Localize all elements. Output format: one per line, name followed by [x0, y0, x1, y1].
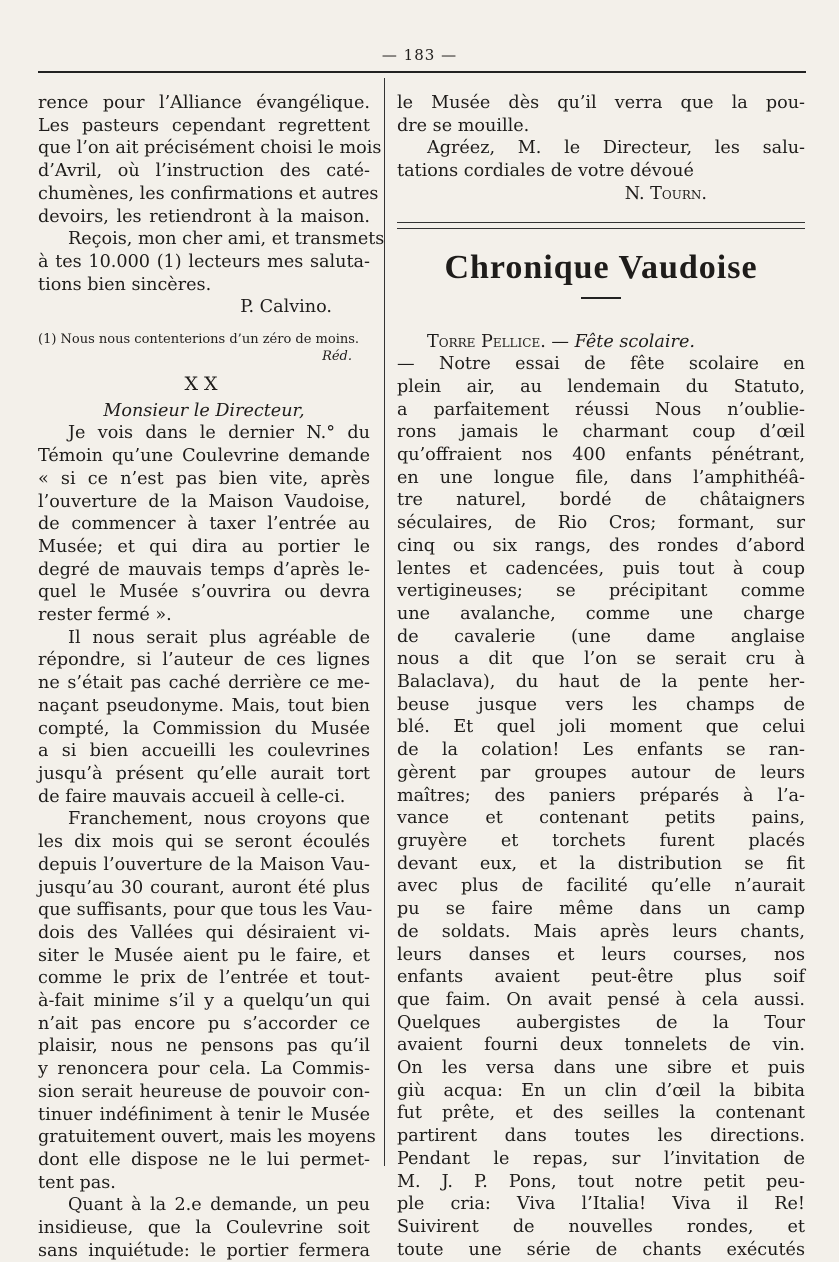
- text-line: que l’on ait précisément choisi le mois: [38, 138, 382, 159]
- text-line: Quelques aubergistes de la Tour: [397, 1012, 805, 1033]
- section-heading: Chronique Vaudoise: [444, 248, 758, 286]
- text-line: sion serait heureuse de pouvoir con-: [38, 1081, 370, 1102]
- text-line: lentes et cadencées, puis tout à coup: [397, 558, 805, 579]
- text-line: beuse jusque vers les champs de: [397, 694, 805, 715]
- left-column: [38, 92, 385, 1262]
- text-line: leurs danses et leurs courses, nos: [397, 944, 805, 965]
- salutation: Monsieur le Directeur,: [103, 400, 305, 421]
- text-line: séculaires, de Rio Cros; formant, sur: [397, 513, 805, 534]
- text-line: Balaclava), du haut de la pente her-: [397, 672, 805, 693]
- text-line: chumènes, les confirmations et autres: [38, 183, 379, 204]
- text-line: gèrent par groupes autour de leurs: [397, 762, 805, 783]
- page-number: — 183 —: [381, 46, 458, 64]
- text-line: Franchement, nous croyons que: [68, 809, 370, 830]
- text-line: siter le Musée aient pu le faire, et: [38, 945, 370, 966]
- text-line: giù acqua: En un clin d’œil la bibita: [397, 1080, 805, 1101]
- text-line: vance et contenant petits pains,: [397, 808, 805, 829]
- dateline-place: Torre Pellice.: [427, 331, 546, 352]
- text-line: que faim. On avait pensé à cela aussi.: [397, 989, 805, 1010]
- text-line: dont elle dispose ne le lui permet-: [38, 1149, 370, 1170]
- text-line: rons jamais le charmant coup d’œil: [397, 422, 805, 443]
- text-line: rester fermé ».: [38, 605, 172, 626]
- section-double-rule: [397, 222, 805, 229]
- text-line: degré de mauvais temps d’après le-: [38, 559, 370, 580]
- text-line: partirent dans toutes les directions.: [397, 1126, 805, 1147]
- text-line: de faire mauvais accueil à celle-ci.: [38, 786, 346, 807]
- text-line: Suivirent de nouvelles rondes, et: [397, 1216, 805, 1237]
- text-line: tations cordiales de votre dévoué: [397, 161, 694, 182]
- dateline-title: — Fête scolaire.: [545, 331, 695, 352]
- text-line: qu’offraient nos 400 enfants pénétrant,: [397, 445, 805, 466]
- right-column: [397, 92, 805, 1261]
- text-line: jusqu’à présent qu’elle aurait tort: [38, 763, 370, 784]
- text-line: devoirs, les retiendront à la maison.: [38, 206, 370, 227]
- dateline: [397, 331, 805, 354]
- text-line: quel le Musée s’ouvrira ou devra: [38, 582, 370, 603]
- text-line: Il nous serait plus agréable de: [68, 627, 370, 648]
- signature-tourn: N. Tourn.: [624, 183, 707, 204]
- text-line: blé. Et quel joli moment que celui: [397, 717, 805, 738]
- text-line: n’ait pas encore pu s’accorder ce: [38, 1013, 370, 1034]
- footnote: (1) Nous nous contenterions d’un zéro de moins.: [38, 332, 360, 348]
- text-line: rence pour l’Alliance évangélique.: [38, 93, 370, 113]
- text-line: à tes 10.000 (1) lecteurs mes saluta-: [38, 251, 370, 272]
- text-line: nous a dit que l’on se serait cru à: [397, 649, 805, 670]
- text-line: d’Avril, où l’instruction des caté-: [38, 161, 370, 182]
- text-line: insidieuse, que la Coulevrine soit: [38, 1218, 370, 1239]
- signature-calvino: P. Calvino.: [240, 297, 332, 318]
- text-line: tions bien sincères.: [38, 274, 212, 295]
- text-line: de cavalerie (une dame anglaise: [397, 626, 805, 647]
- text-line: dois des Vallées qui désiraient vi-: [38, 922, 370, 943]
- text-line: en une longue file, dans l’amphithéâ-: [397, 467, 805, 488]
- text-line: « si ce n’est pas bien vite, après: [38, 468, 370, 489]
- text-line: tre naturel, bordé de châtaigners: [397, 490, 805, 511]
- text-line: maîtres; des paniers préparés à l’a-: [397, 785, 805, 806]
- text-line: M. J. P. Pons, tout notre petit peu-: [397, 1171, 805, 1192]
- text-line: Je vois dans le dernier N.° du: [68, 423, 370, 444]
- text-line: plaisir, nous ne pensons pas qu’il: [38, 1036, 370, 1057]
- text-line: Pendant le repas, sur l’invitation de: [397, 1148, 805, 1169]
- text-line: Témoin qu’une Coulevrine demande: [38, 446, 370, 467]
- heading-rule: [581, 297, 621, 299]
- text-line: fut prête, et des seilles la contenant: [397, 1103, 805, 1124]
- text-line: a si bien accueilli les coulevrines: [38, 741, 370, 762]
- text-line: tinuer indéfiniment à tenir le Musée: [38, 1104, 370, 1125]
- text-line: dre se mouille.: [397, 115, 530, 136]
- text-line: avaient fourni deux tonnelets de vin.: [397, 1035, 805, 1056]
- text-line: Reçois, mon cher ami, et transmets: [68, 229, 385, 250]
- text-line: une avalanche, comme une charge: [397, 603, 805, 624]
- text-line: de soldats. Mais après leurs chants,: [397, 921, 805, 942]
- text-line: compté, la Commission du Musée: [38, 718, 370, 739]
- text-line: enfants avaient peut-être plus soif: [397, 967, 805, 988]
- text-line: avec plus de facilité qu’elle n’aurait: [397, 876, 805, 897]
- text-line: que suffisants, pour que tous les Vau-: [38, 900, 373, 921]
- text-line: le Musée dès qu’il verra que la pou-: [397, 93, 805, 113]
- text-line: ne s’était pas caché derrière ce me-: [38, 673, 370, 694]
- text-line: naçant pseudonyme. Mais, tout bien: [38, 695, 370, 716]
- text-line: Les pasteurs cependant regrettent: [38, 115, 370, 136]
- text-line: On les versa dans une sibre et puis: [397, 1058, 805, 1079]
- text-line: de commencer à taxer l’entrée au: [38, 514, 370, 535]
- text-line: cinq ou six rangs, des rondes d’abord: [397, 535, 805, 556]
- text-line: sans inquiétude: le portier fermera: [38, 1240, 370, 1261]
- text-line: a parfaitement réussi Nous n’oublie-: [397, 399, 805, 420]
- text-line: Musée; et qui dira au portier le: [38, 536, 370, 557]
- text-line: les dix mois qui se seront écoulés: [38, 832, 370, 853]
- text-line: Quant à la 2.e demande, un peu: [68, 1195, 370, 1216]
- header-rule: [38, 71, 806, 73]
- text-line: Agréez, M. le Directeur, les salu-: [427, 138, 805, 159]
- text-line: tent pas.: [38, 1172, 116, 1193]
- text-line: répondre, si l’auteur de ces lignes: [38, 650, 370, 671]
- text-line: plein air, au lendemain du Statuto,: [397, 376, 805, 397]
- text-line: y renoncera pour cela. La Commis-: [38, 1059, 370, 1080]
- text-line: — Notre essai de fête scolaire en: [397, 354, 805, 375]
- text-line: comme le prix de l’entrée et tout-: [38, 968, 370, 989]
- text-line: gratuitement ouvert, mais les moyens: [38, 1127, 376, 1148]
- text-line: jusqu’au 30 courant, auront été plus: [38, 877, 370, 898]
- text-line: gruyère et torchets furent placés: [397, 830, 805, 851]
- text-line: de la colation! Les enfants se ran-: [397, 740, 805, 761]
- section-separator: XX: [184, 373, 224, 396]
- text-line: pu se faire même dans un camp: [397, 899, 805, 920]
- text-line: vertigineuses; se précipitant comme: [397, 581, 805, 602]
- text-line: à-fait minime s’il y a quelqu’un qui: [38, 991, 370, 1012]
- text-line: toute une série de chants exécutés: [397, 1239, 805, 1260]
- text-line: devant eux, et la distribution se fit: [397, 853, 805, 874]
- text-line: ple cria: Viva l’Italia! Viva il Re!: [397, 1194, 805, 1215]
- footnote-signature: Réd.: [322, 349, 352, 365]
- text-line: l’ouverture de la Maison Vaudoise,: [38, 491, 370, 512]
- text-line: depuis l’ouverture de la Maison Vau-: [38, 854, 370, 875]
